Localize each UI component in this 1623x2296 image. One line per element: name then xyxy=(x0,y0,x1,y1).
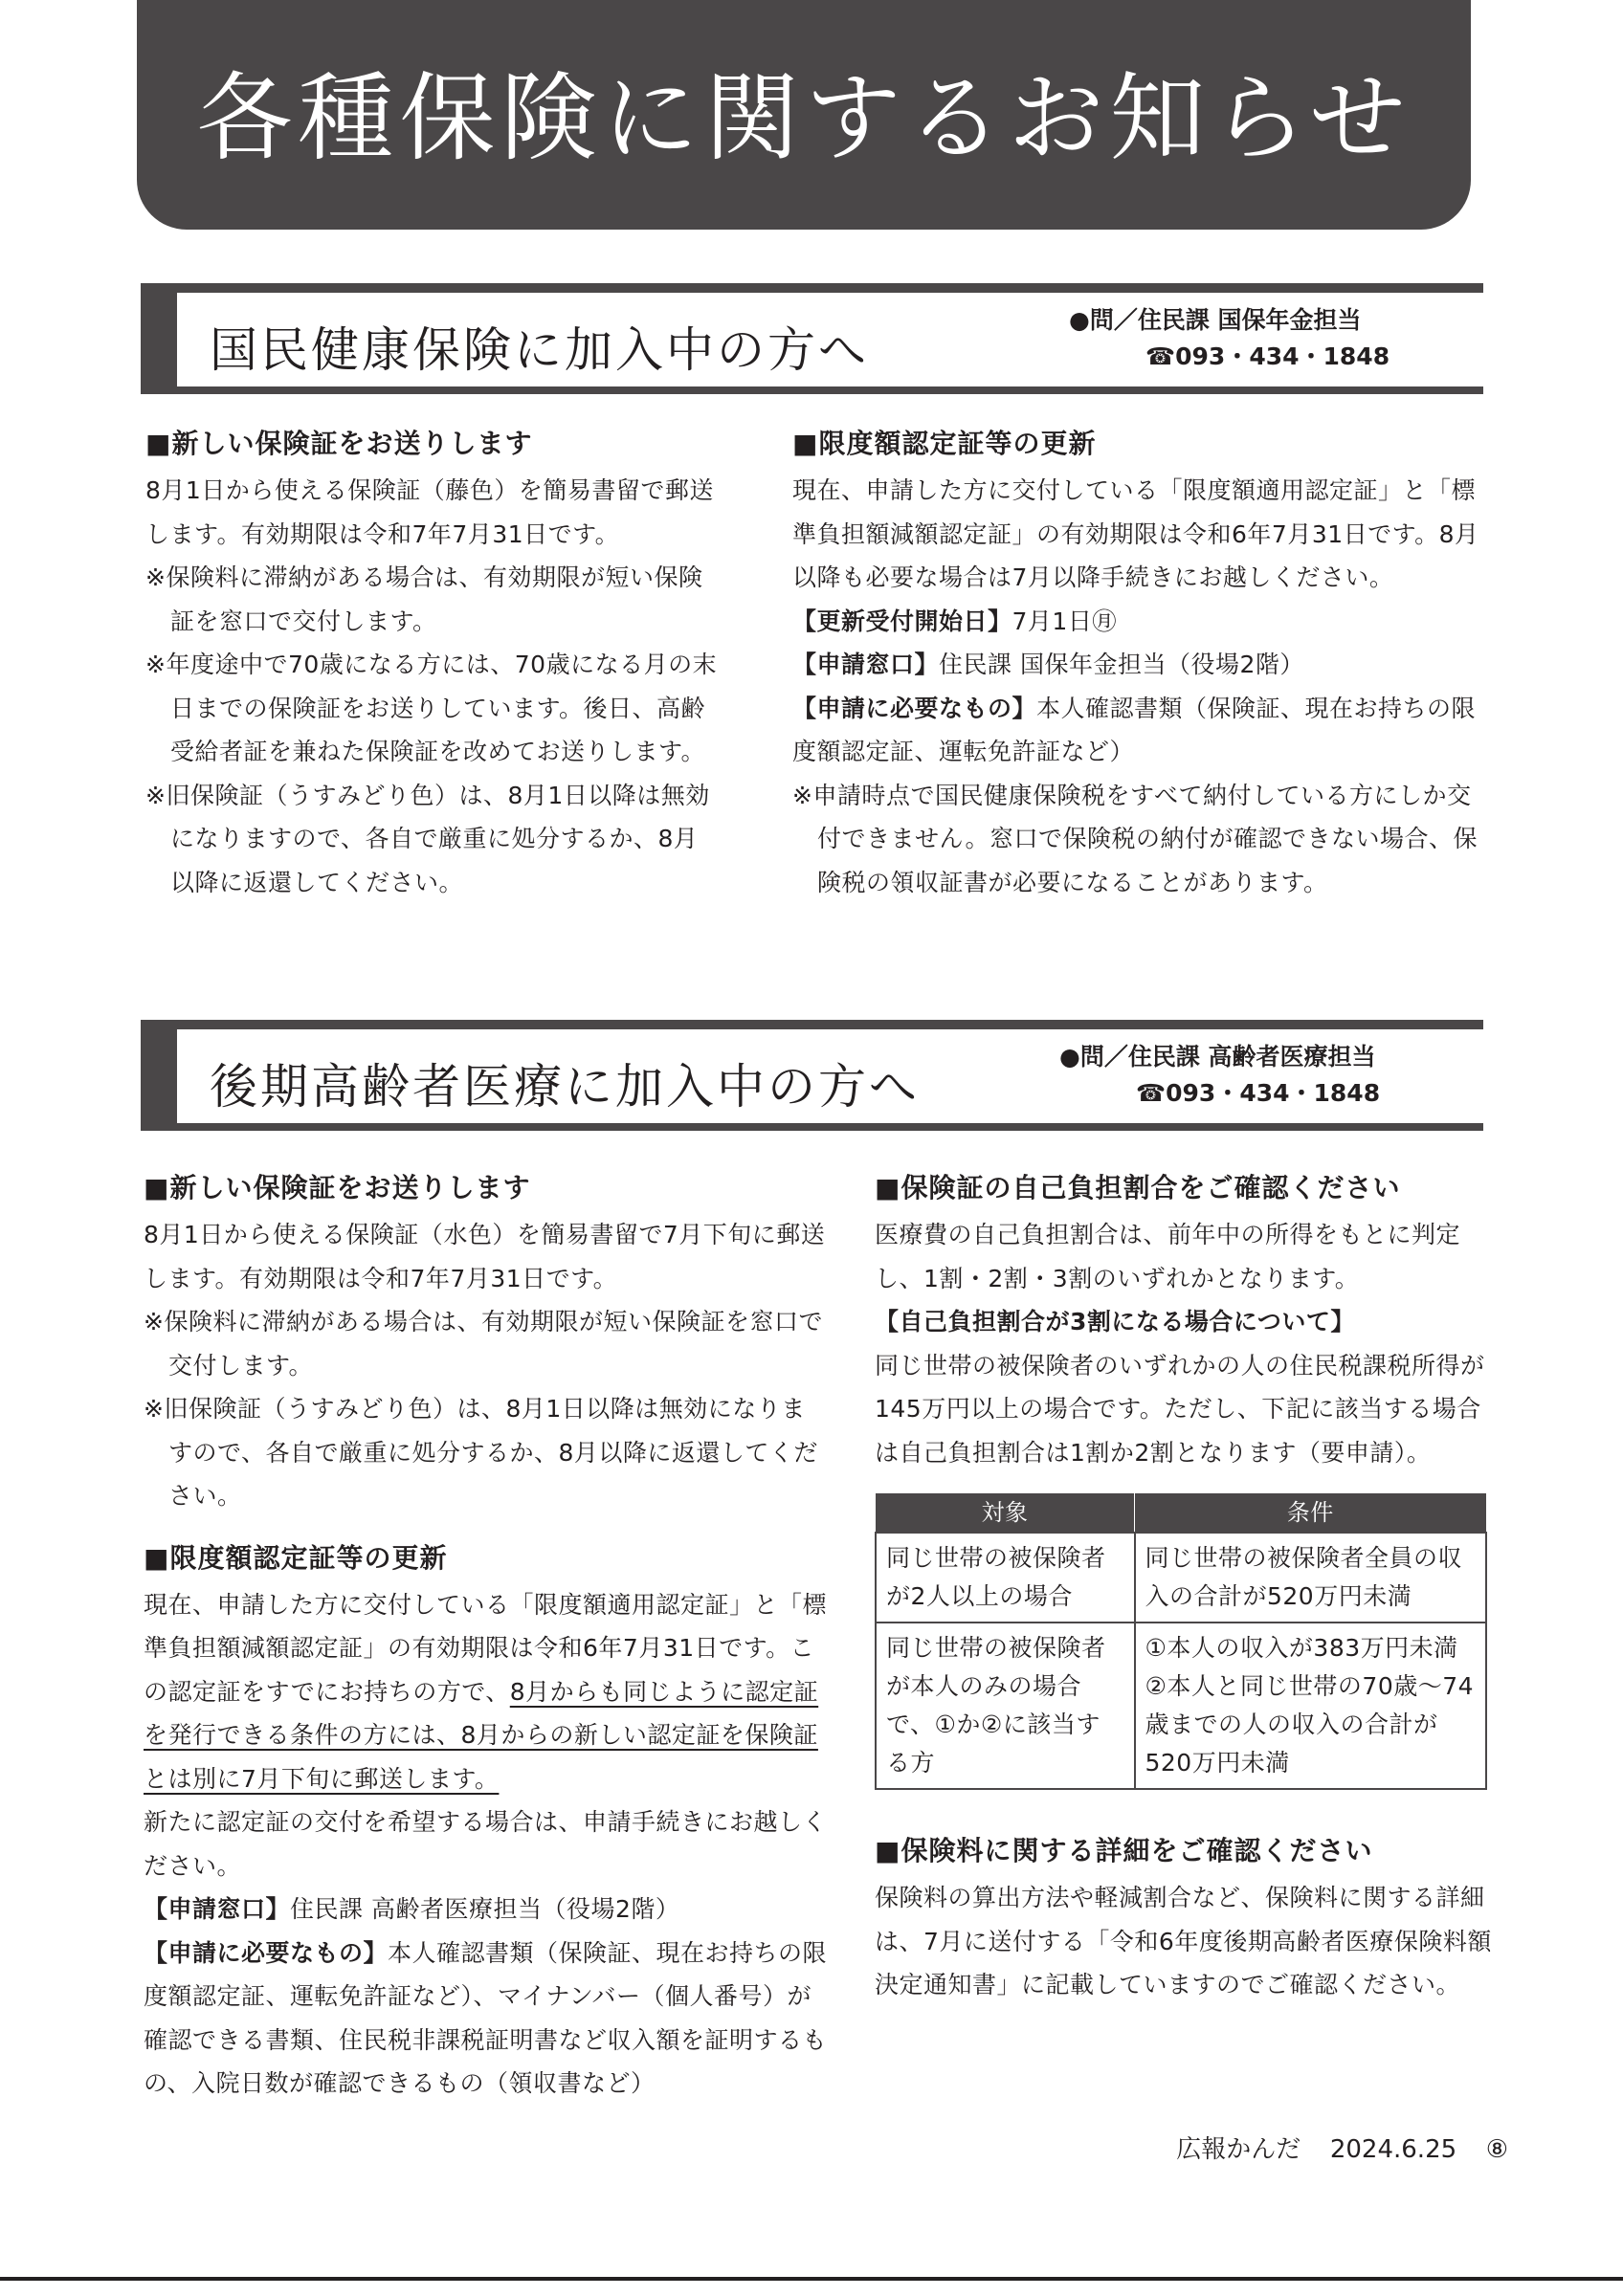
column-header: 対象 xyxy=(876,1493,1135,1533)
body-text: 8月1日から使える保険証（藤色）を簡易書留で郵送します。有効期限は令和7年7月31日です。 xyxy=(145,476,714,548)
page-title: 各種保険に関するお知らせ xyxy=(196,62,1412,174)
divider xyxy=(141,283,1483,293)
note-text: ※保険料に滞納がある場合は、有効期限が短い保険証を窓口で交付します。 xyxy=(145,563,703,635)
table-row xyxy=(876,1623,1486,1789)
nhi-new-card-column xyxy=(145,421,720,904)
requirements-line xyxy=(792,687,1487,774)
section-title: 後期高齢者医療に加入中の方へ xyxy=(210,1059,920,1115)
underlined-notice: 8月からも同じように認定証を発行できる条件の方には、8月からの新しい認定証を保険証とは別に7月下旬に郵送します。 xyxy=(144,1677,819,1793)
note-text: ※年度途中で70歳になる方には、70歳になる月の末日までの保険証をお送りしています。後日、高齢受給者証を兼ねた保険証を改めてお送りします。 xyxy=(145,651,718,765)
note-text: ※旧保険証（うすみどり色）は、8月1日以降は無効になりますので、各自で厳重に処分するか、8月以降に返還してください。 xyxy=(145,781,710,896)
condition-1: ①本人の収入が383万円未満 xyxy=(1145,1634,1458,1662)
body-text: 医療費の自己負担割合は、前年中の所得をもとに判定し、1割・2割・3割のいずれかとなります。 xyxy=(875,1221,1461,1292)
table-cell: 同じ世帯の被保険者が2人以上の場合 xyxy=(876,1533,1135,1623)
window-line xyxy=(792,643,1487,687)
subsection-heading: ■新しい保険証をお送りします xyxy=(145,428,533,459)
label: 【申請に必要なもの】 xyxy=(144,1938,389,1967)
label: 【申請窓口】 xyxy=(792,651,940,678)
body-text xyxy=(144,1583,829,1801)
note-text: ※申請時点で国民健康保険税をすべて納付している方にしか交付できません。窓口で保険税の納付が確認できない場合、保険税の領収証書が必要になることがあります。 xyxy=(792,781,1478,896)
contact-info xyxy=(1069,302,1390,375)
body-text: 新たに認定証の交付を希望する場合は、申請手続きにお越しください。 xyxy=(144,1808,828,1880)
page-footer xyxy=(1176,2130,1508,2165)
value: 7月1日㊊ xyxy=(1012,607,1117,635)
table-header-row xyxy=(876,1493,1486,1533)
contact-phone: ☎093・434・1848 xyxy=(1145,342,1390,370)
elderly-right-column xyxy=(875,1165,1493,2007)
burden-conditions-table xyxy=(875,1493,1487,1790)
column-header: 条件 xyxy=(1135,1493,1487,1533)
note-text: ※旧保険証（うすみどり色）は、8月1日以降は無効になりますので、各自で厳重に処分するか、8月以降に返還してください。 xyxy=(144,1395,818,1510)
table-cell xyxy=(1135,1623,1487,1789)
body-text-part: 現在、申請した方に交付している「限度額適用認定証」と「標準負担額減額認定証」の有効期限は令和6年7月31日です。この認定証をすでにお持ちの方で、 xyxy=(144,1590,828,1706)
section-header-late-elderly-medical xyxy=(141,1020,1483,1131)
subsection-heading: ■保険証の自己負担割合をご確認ください xyxy=(875,1172,1401,1203)
contact-department: ●問／住民課 国保年金担当 xyxy=(1069,306,1362,334)
header-accent-bar xyxy=(141,1020,177,1131)
table-cell: 同じ世帯の被保険者が本人のみの場合で、①か②に該当する方 xyxy=(876,1623,1135,1789)
contact-department: ●問／住民課 高齢者医療担当 xyxy=(1059,1043,1376,1071)
contact-phone: ☎093・434・1848 xyxy=(1136,1079,1381,1107)
divider xyxy=(141,386,1483,394)
value: 住民課 国保年金担当（役場2階） xyxy=(939,651,1304,678)
page-number: ⑧ xyxy=(1485,2135,1508,2164)
condition-2: ②本人と同じ世帯の70歳〜74歳までの人の収入の合計が520万円未満 xyxy=(1145,1672,1475,1777)
issue-date: 2024.6.25 xyxy=(1329,2135,1457,2164)
section-title: 国民健康保険に加入中の方へ xyxy=(210,322,869,378)
body-text: 保険料の算出方法や軽減割合など、保険料に関する詳細は、7月に送付する「令和6年度後期高齢者医療保険料額決定通知書」に記載していますのでご確認ください。 xyxy=(875,1884,1492,1998)
value: 本人確認書類（保険証、現在お持ちの限度額認定証、運転免許証など） xyxy=(792,694,1477,765)
nhi-limit-certificate-column xyxy=(792,421,1487,904)
body-text: 現在、申請した方に交付している「限度額適用認定証」と「標準負担額減額認定証」の有効期限は令和6年7月31日です。8月以降も必要な場合は7月以降手続きにお越しください。 xyxy=(792,476,1479,591)
body-text: 8月1日から使える保険証（水色）を簡易書留で7月下旬に郵送します。有効期限は令和7年7月31日です。 xyxy=(144,1221,826,1292)
sub-heading: 【自己負担割合が3割になる場合について】 xyxy=(875,1308,1355,1336)
value: 本人確認書類（保険証、現在お持ちの限度額認定証、運転免許証など）、マイナンバー（個人番号）が確認できる書類、住民税非課税証明書など収入額を証明するもの、入院日数が確認できるもの（領収書など） xyxy=(144,1938,828,2097)
title-banner xyxy=(137,0,1471,230)
note-text: ※保険料に滞納がある場合は、有効期限が短い保険証を窓口で交付します。 xyxy=(144,1308,823,1380)
body-text: 同じ世帯の被保険者のいずれかの人の住民税課税所得が145万円以上の場合です。ただし、下記に該当する場合は自己負担割合は1割か2割となります（要申請）。 xyxy=(875,1351,1485,1467)
value: 住民課 高齢者医療担当（役場2階） xyxy=(290,1895,680,1923)
divider xyxy=(141,1123,1483,1131)
label: 【申請に必要なもの】 xyxy=(792,694,1037,722)
label: 【申請窓口】 xyxy=(144,1895,291,1923)
divider xyxy=(141,1020,1483,1029)
subsection-heading: ■保険料に関する詳細をご確認ください xyxy=(875,1835,1373,1866)
elderly-left-column xyxy=(144,1165,829,2106)
section-header-national-health-insurance xyxy=(141,283,1483,394)
start-date-line xyxy=(792,600,1487,644)
window-line xyxy=(144,1888,829,1932)
table-row xyxy=(876,1533,1486,1623)
label: 【更新受付開始日】 xyxy=(792,607,1012,635)
table-cell: 同じ世帯の被保険者全員の収入の合計が520万円未満 xyxy=(1135,1533,1487,1623)
bottom-rule xyxy=(0,2277,1623,2281)
publication-name: 広報かんだ xyxy=(1176,2135,1301,2164)
contact-info xyxy=(1059,1039,1380,1112)
requirements-line xyxy=(144,1932,829,2106)
header-accent-bar xyxy=(141,283,177,394)
subsection-heading: ■新しい保険証をお送りします xyxy=(144,1172,531,1203)
subsection-heading: ■限度額認定証等の更新 xyxy=(792,428,1097,459)
subsection-heading: ■限度額認定証等の更新 xyxy=(144,1541,448,1574)
